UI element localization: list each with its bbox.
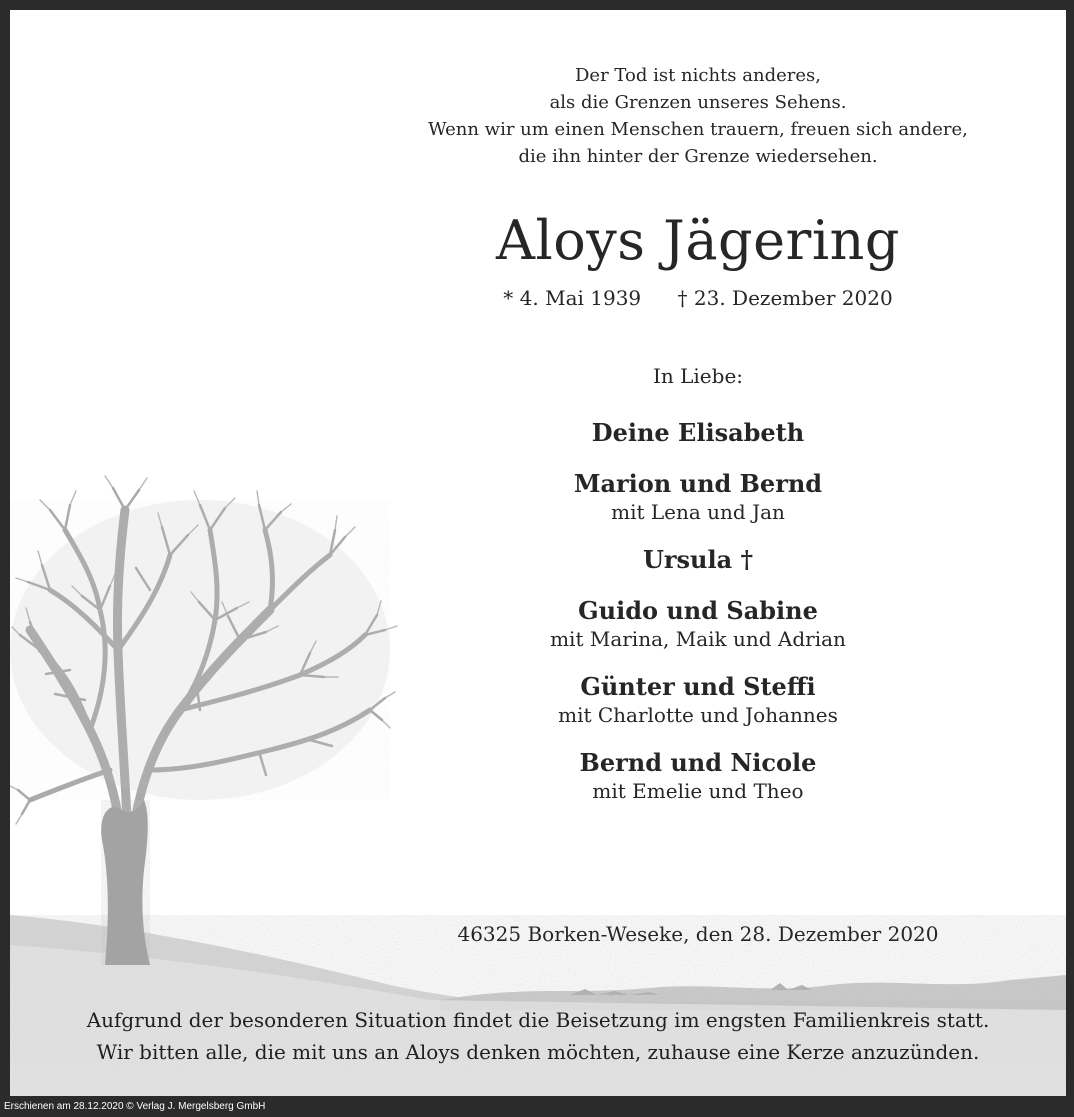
obituary-card	[10, 10, 1066, 1096]
birth-date: * 4. Mai 1939	[503, 286, 642, 310]
family-entry	[400, 594, 996, 653]
family-names: Marion und Bernd	[573, 469, 823, 498]
family-entry	[400, 543, 996, 577]
poem	[400, 62, 996, 170]
poem-line: als die Grenzen unseres Sehens.	[549, 92, 847, 113]
publication-footer: Erschienen am 28.12.2020 © Verlag J. Mergelsberg GmbH	[4, 1101, 266, 1112]
family-names: Günter und Steffi	[580, 672, 816, 701]
family-entry	[400, 467, 996, 526]
family-names: Bernd und Nicole	[579, 748, 817, 777]
poem-line: Der Tod ist nichts anderes,	[575, 65, 821, 86]
family-names: Guido und Sabine	[578, 596, 818, 625]
family-children: mit Charlotte und Johannes	[558, 703, 838, 727]
family-entry	[400, 416, 996, 450]
deceased-name: Aloys Jägering	[496, 209, 900, 272]
death-date: † 23. Dezember 2020	[677, 286, 893, 310]
place-and-date: 46325 Borken-Weseke, den 28. Dezember 2020	[457, 922, 939, 946]
funeral-notice	[10, 1004, 1066, 1068]
notice-line: Aufgrund der besonderen Situation findet die Beisetzung im engsten Familienkreis statt.	[86, 1008, 990, 1032]
family-children: mit Marina, Maik und Adrian	[550, 627, 846, 651]
life-dates	[400, 284, 996, 312]
in-liebe-label: In Liebe:	[652, 364, 744, 388]
family-children: mit Emelie und Theo	[592, 779, 804, 803]
notice-line: Wir bitten alle, die mit uns an Aloys denken möchten, zuhause eine Kerze anzuzünden.	[96, 1040, 980, 1064]
family-names: Deine Elisabeth	[591, 418, 805, 447]
family-entry	[400, 746, 996, 805]
family-names: Ursula †	[642, 545, 754, 574]
family-children: mit Lena und Jan	[611, 500, 785, 524]
poem-line: die ihn hinter der Grenze wiedersehen.	[518, 146, 878, 167]
family-list	[400, 416, 996, 822]
family-entry	[400, 670, 996, 729]
poem-line: Wenn wir um einen Menschen trauern, freuen sich andere,	[428, 119, 968, 140]
